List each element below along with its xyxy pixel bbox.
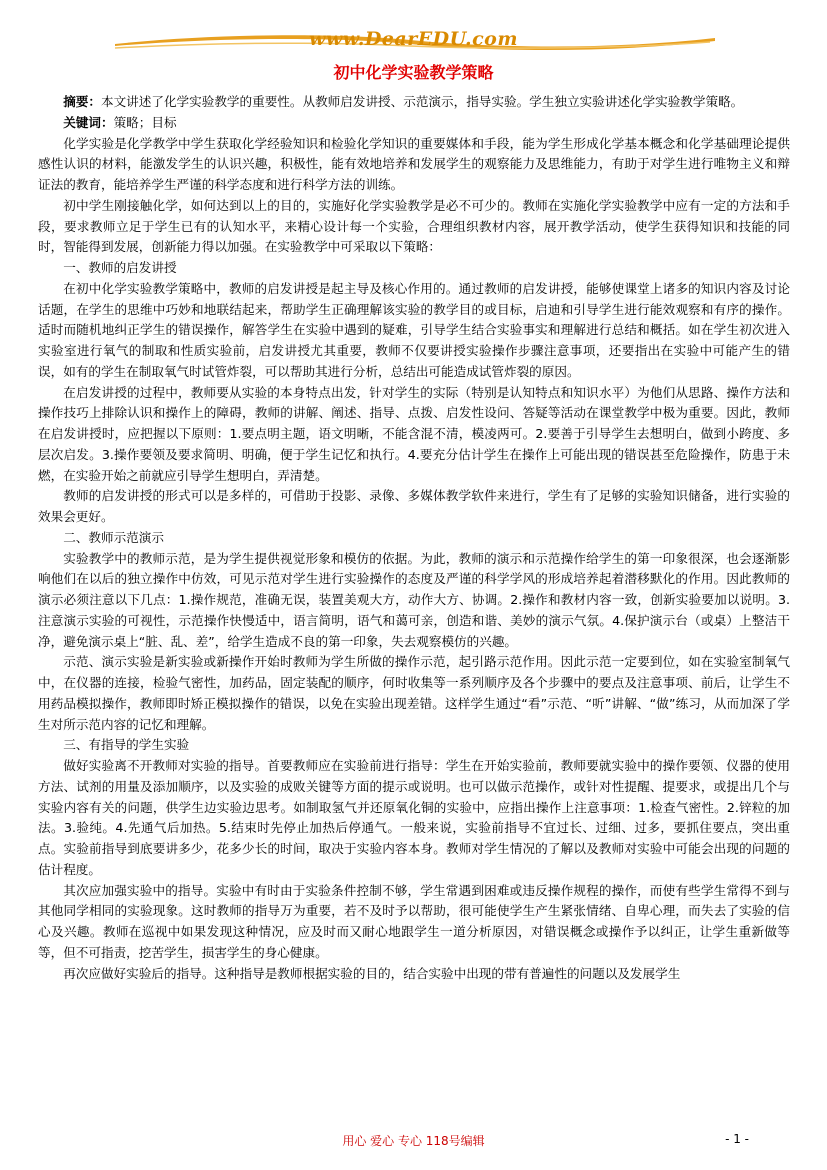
paragraph: 再次应做好实验后的指导。这种指导是教师根据实验的目的，结合实验中出现的带有普遍性的问题以及发展学生: [63, 965, 681, 981]
page-footer: [0, 1132, 827, 1152]
document-body: [38, 92, 790, 984]
abstract-label: 摘要：: [63, 94, 101, 109]
paragraph: 教师的启发讲授的形式可以是多样的，可借助于投影、录像、多媒体教学软件来进行，学生有了足够的实验知识储备，进行实验的效果会更好。: [38, 488, 790, 524]
paragraph: 在初中化学实验教学策略中，教师的启发讲授是起主导及核心作用的。通过教师的启发讲授，能够使课堂上诸多的知识内容及讨论话题，在学生的思维中巧妙和地联结起来，帮助学生正确理解该实验的教学目的或目标，启迪和引导学生进行能效观察和有序的操作。适时而随机地纠正学生的错误操作，解答学生在实验中遇到的疑难，引导学生结合实验事实和理解进行总结和概括。如在学生初次进入实验室进行氧气的制取和性质实验前，启发讲授尤其重要，教师不仅要讲授实验操作步骤注意事项，还要指出在实验中可能产生的错误，如有的学生在制取氧气时试管炸裂，可以帮助其进行分析，总结出可能造成试管炸裂的原因。: [38, 280, 790, 379]
abstract-text: 本文讲述了化学实验教学的重要性。从教师启发讲授、示范演示，指导实验。学生独立实验讲述化学实验教学策略。: [100, 94, 744, 109]
section-heading: 一、教师的启发讲授: [63, 260, 177, 275]
keywords: [38, 113, 790, 134]
abstract: [38, 92, 790, 113]
section-heading: 二、教师示范演示: [63, 529, 164, 545]
section-heading: 三、有指导的学生实验: [63, 737, 190, 753]
paragraph: 在启发讲授的过程中，教师要从实验的本身特点出发，针对学生的实际（特别是认知特点和知识水平）为他们从思路、操作方法和操作技巧上排除认识和操作上的障碍，教师的讲解、阐述、指导、点拨、启发性设问、答疑等活动在课堂教学中极为重要。因此，教师在启发讲授时，应把握以下原则：1.要点明主题，语文明晰，不能含混不清，模凌两可。2.要善于引导学生去想明白，做到小跨度、多层次启发。3.操作要领及要求简明、明确，便于学生记忆和执行。4.要充分估计学生在操作上可能出现的错误甚至危险操作，防患于未燃，在实验开始之前就应引导学生想明白，弄清楚。: [38, 384, 790, 483]
paragraph: 实验教学中的教师示范，是为学生提供视觉形象和模仿的依据。为此，教师的演示和示范操作给学生的第一印象很深，也会逐渐影响他们在以后的独立操作中仿效，可见示范对学生进行实验操作的态度及严谨的科学学风的形成培养起着潜移默化的作用。因此教师的演示必须注意以下几点：1.操作规范，准确无误，装置美观大方，动作大方、协调。2.操作和教材内容一致，创新实验要加以说明。3.注意演示实验的可视性，示范操作快慢适中，语言简明，语气和蔼可亲，创造和谐、美妙的演示气氛。4.保护演示台（或桌）上整洁干净，避免演示桌上“脏、乱、差”，给学生造成不良的第一印象，失去观察模仿的兴趣。: [38, 550, 790, 649]
keywords-text: 策略；目标: [113, 114, 177, 130]
page-number: - 1 -: [725, 1132, 749, 1146]
keywords-label: 关键词：: [63, 114, 114, 130]
paragraph: 初中学生刚接触化学，如何达到以上的目的，实施好化学实验教学是必不可少的。教师在实施化学实验教学中应有一定的方法和手段，要求教师立足于学生已有的认知水平，来精心设计每一个实验，合理组织教材内容，展开教学活动，使学生获得知识和技能的同时，智能得到发展，创新能力得以加强。在实验教学中可采取以下策略：: [38, 197, 790, 255]
footer-motto: 用心 爱心 专心 118号编辑: [342, 1134, 485, 1148]
paragraph: 示范、演示实验是新实验或新操作开始时教师为学生所做的操作示范，起引路示范作用。因此示范一定要到位，如在实验室制氧气中，在仪器的连接，检验气密性，加药品，固定装配的顺序，何时收集等一系列顺序及各个步骤中的要点及注意事项、前后，让学生不用药品模拟操作，教师即时矫正模拟操作的错误，以免在实验出现差错。这样学生通过“看”示范、“听”讲解、“做”练习，从而加深了学生对所示范内容的记忆和理解。: [38, 654, 790, 732]
paragraph: 化学实验是化学教学中学生获取化学经验知识和检验化学知识的重要媒体和手段，能为学生形成化学基本概念和化学基础理论提供感性认识的材料，能激发学生的认识兴趣，积极性，能有效地培养和发展学生的观察能力及思维能力，有助于对学生进行唯物主义和辩证法的教育，能培养学生严谨的科学态度和进行科学方法的训练。: [38, 135, 790, 192]
document-title: 初中化学实验教学策略: [333, 63, 494, 82]
site-url: www.DearEDU.com: [309, 28, 518, 50]
page-header: [0, 26, 827, 56]
paragraph: 其次应加强实验中的指导。实验中有时由于实验条件控制不够，学生常遇到困难或违反操作规程的操作，而使有些学生常得不到与其他同学相同的实验现象。这时教师的指导万为重要，若不及时予以帮助，很可能使学生产生紧张情绪、自卑心理，而失去了实验的信心及兴趣。教师在巡视中如果发现这种情况，应及时而又耐心地跟学生一道分析原因，对错误概念或操作予以纠正，让学生重新做等等，但不可指责，挖苦学生，损害学生的身心健康。: [38, 882, 790, 960]
paragraph: 做好实验离不开教师对实验的指导。首要教师应在实验前进行指导：学生在开始实验前，教师要就实验中的操作要领、仪器的使用方法、试剂的用量及添加顺序，以及实验的成败关键等方面的提示或说明。也可以做示范操作，或针对性提醒、提要求，或提出几个与实验内容有关的问题，供学生边实验边思考。如制取氢气并还原氧化铜的实验中，应指出操作上注意事项：1.检查气密性。2.锌粒的加法。3.验纯。4.先通气后加热。5.结束时先停止加热后停通气。一般来说，实验前指导不宜过长、过细、过多，要抓住要点，突出重点。实验前指导到底要讲多少，花多少长的时间，取决于实验内容本身。教师对学生情况的了解以及教师对实验中可能会出现的问题的估计程度。: [38, 758, 790, 877]
